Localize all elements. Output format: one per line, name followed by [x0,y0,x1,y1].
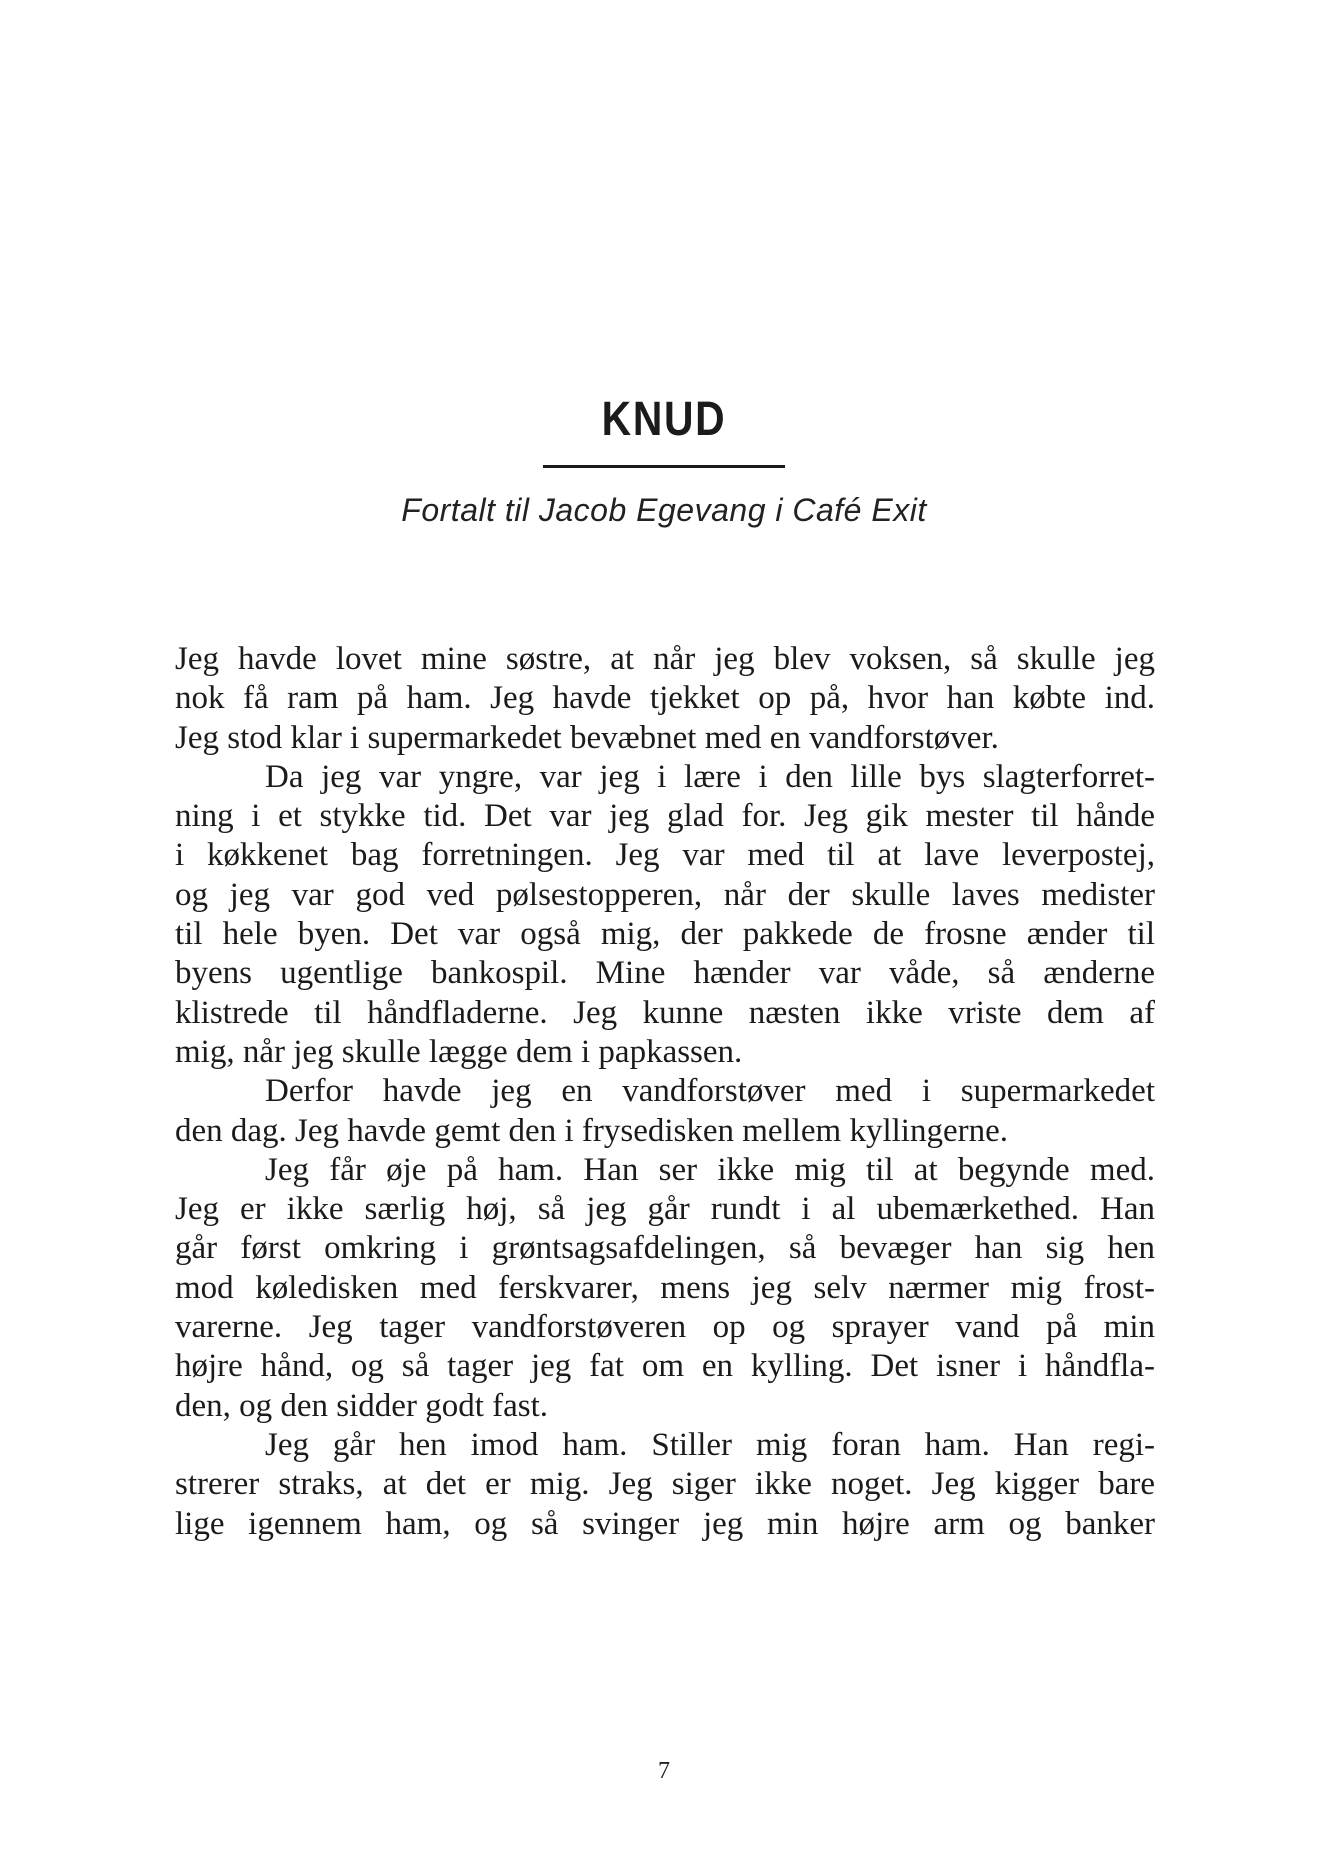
body-line: mig, når jeg skulle lægge dem i papkassen. [175,1033,743,1070]
body-line: den dag. Jeg havde gemt den i frysedisken mellem kyllingerne. [175,1112,1009,1149]
body-text [175,640,1155,1544]
body-line: varerne. Jeg tager vandforstøveren op og sprayer vand på min [175,1309,1155,1346]
body-line: og jeg var god ved pølsestopperen, når der skulle laves medister [175,876,1155,913]
body-line: Jeg er ikke særlig høj, så jeg går rundt i al ubemærkethed. Han [175,1191,1155,1228]
body-line: byens ugentlige bankospil. Mine hænder var våde, så ænderne [175,955,1155,992]
body-line: Da jeg var yngre, var jeg i lære i den lille bys slagterforret- [265,758,1155,795]
body-line: går først omkring i grøntsagsafdelingen, så bevæger han sig hen [175,1230,1155,1267]
body-line: Derfor havde jeg en vandforstøver med i supermarkedet [265,1073,1155,1110]
chapter-subtitle: Fortalt til Jacob Egevang i Café Exit [401,492,927,528]
body-line: strerer straks, at det er mig. Jeg siger ikke noget. Jeg kigger bare [175,1466,1155,1503]
body-line: ning i et stykke tid. Det var jeg glad for. Jeg gik mester til hånde [175,798,1155,835]
page-number: 7 [658,1758,670,1784]
title-underline [543,465,785,468]
body-line: Jeg havde lovet mine søstre, at når jeg blev voksen, så skulle jeg [175,641,1155,677]
body-line: Jeg går hen imod ham. Stiller mig foran ham. Han regi- [265,1426,1155,1463]
chapter-title: KNUD [601,393,727,446]
body-line: Jeg får øje på ham. Han ser ikke mig til at begynde med. [265,1151,1155,1188]
body-line: til hele byen. Det var også mig, der pakkede de frosne ænder til [175,916,1155,953]
body-line: højre hånd, og så tager jeg fat om en kylling. Det isner i håndfla- [175,1348,1155,1385]
body-line: klistrede til håndfladerne. Jeg kunne næsten ikke vriste dem af [175,994,1155,1031]
body-line: Jeg stod klar i supermarkedet bevæbnet med en vandforstøver. [175,719,999,756]
body-line: i køkkenet bag forretningen. Jeg var med til at lave leverpostej, [175,837,1155,874]
body-line: nok få ram på ham. Jeg havde tjekket op på, hvor han købte ind. [175,680,1155,717]
body-line: mod køledisken med ferskvarer, mens jeg selv nærmer mig frost- [175,1269,1155,1306]
body-line: lige igennem ham, og så svinger jeg min højre arm og banker [175,1505,1155,1542]
body-line: den, og den sidder godt fast. [175,1387,549,1424]
